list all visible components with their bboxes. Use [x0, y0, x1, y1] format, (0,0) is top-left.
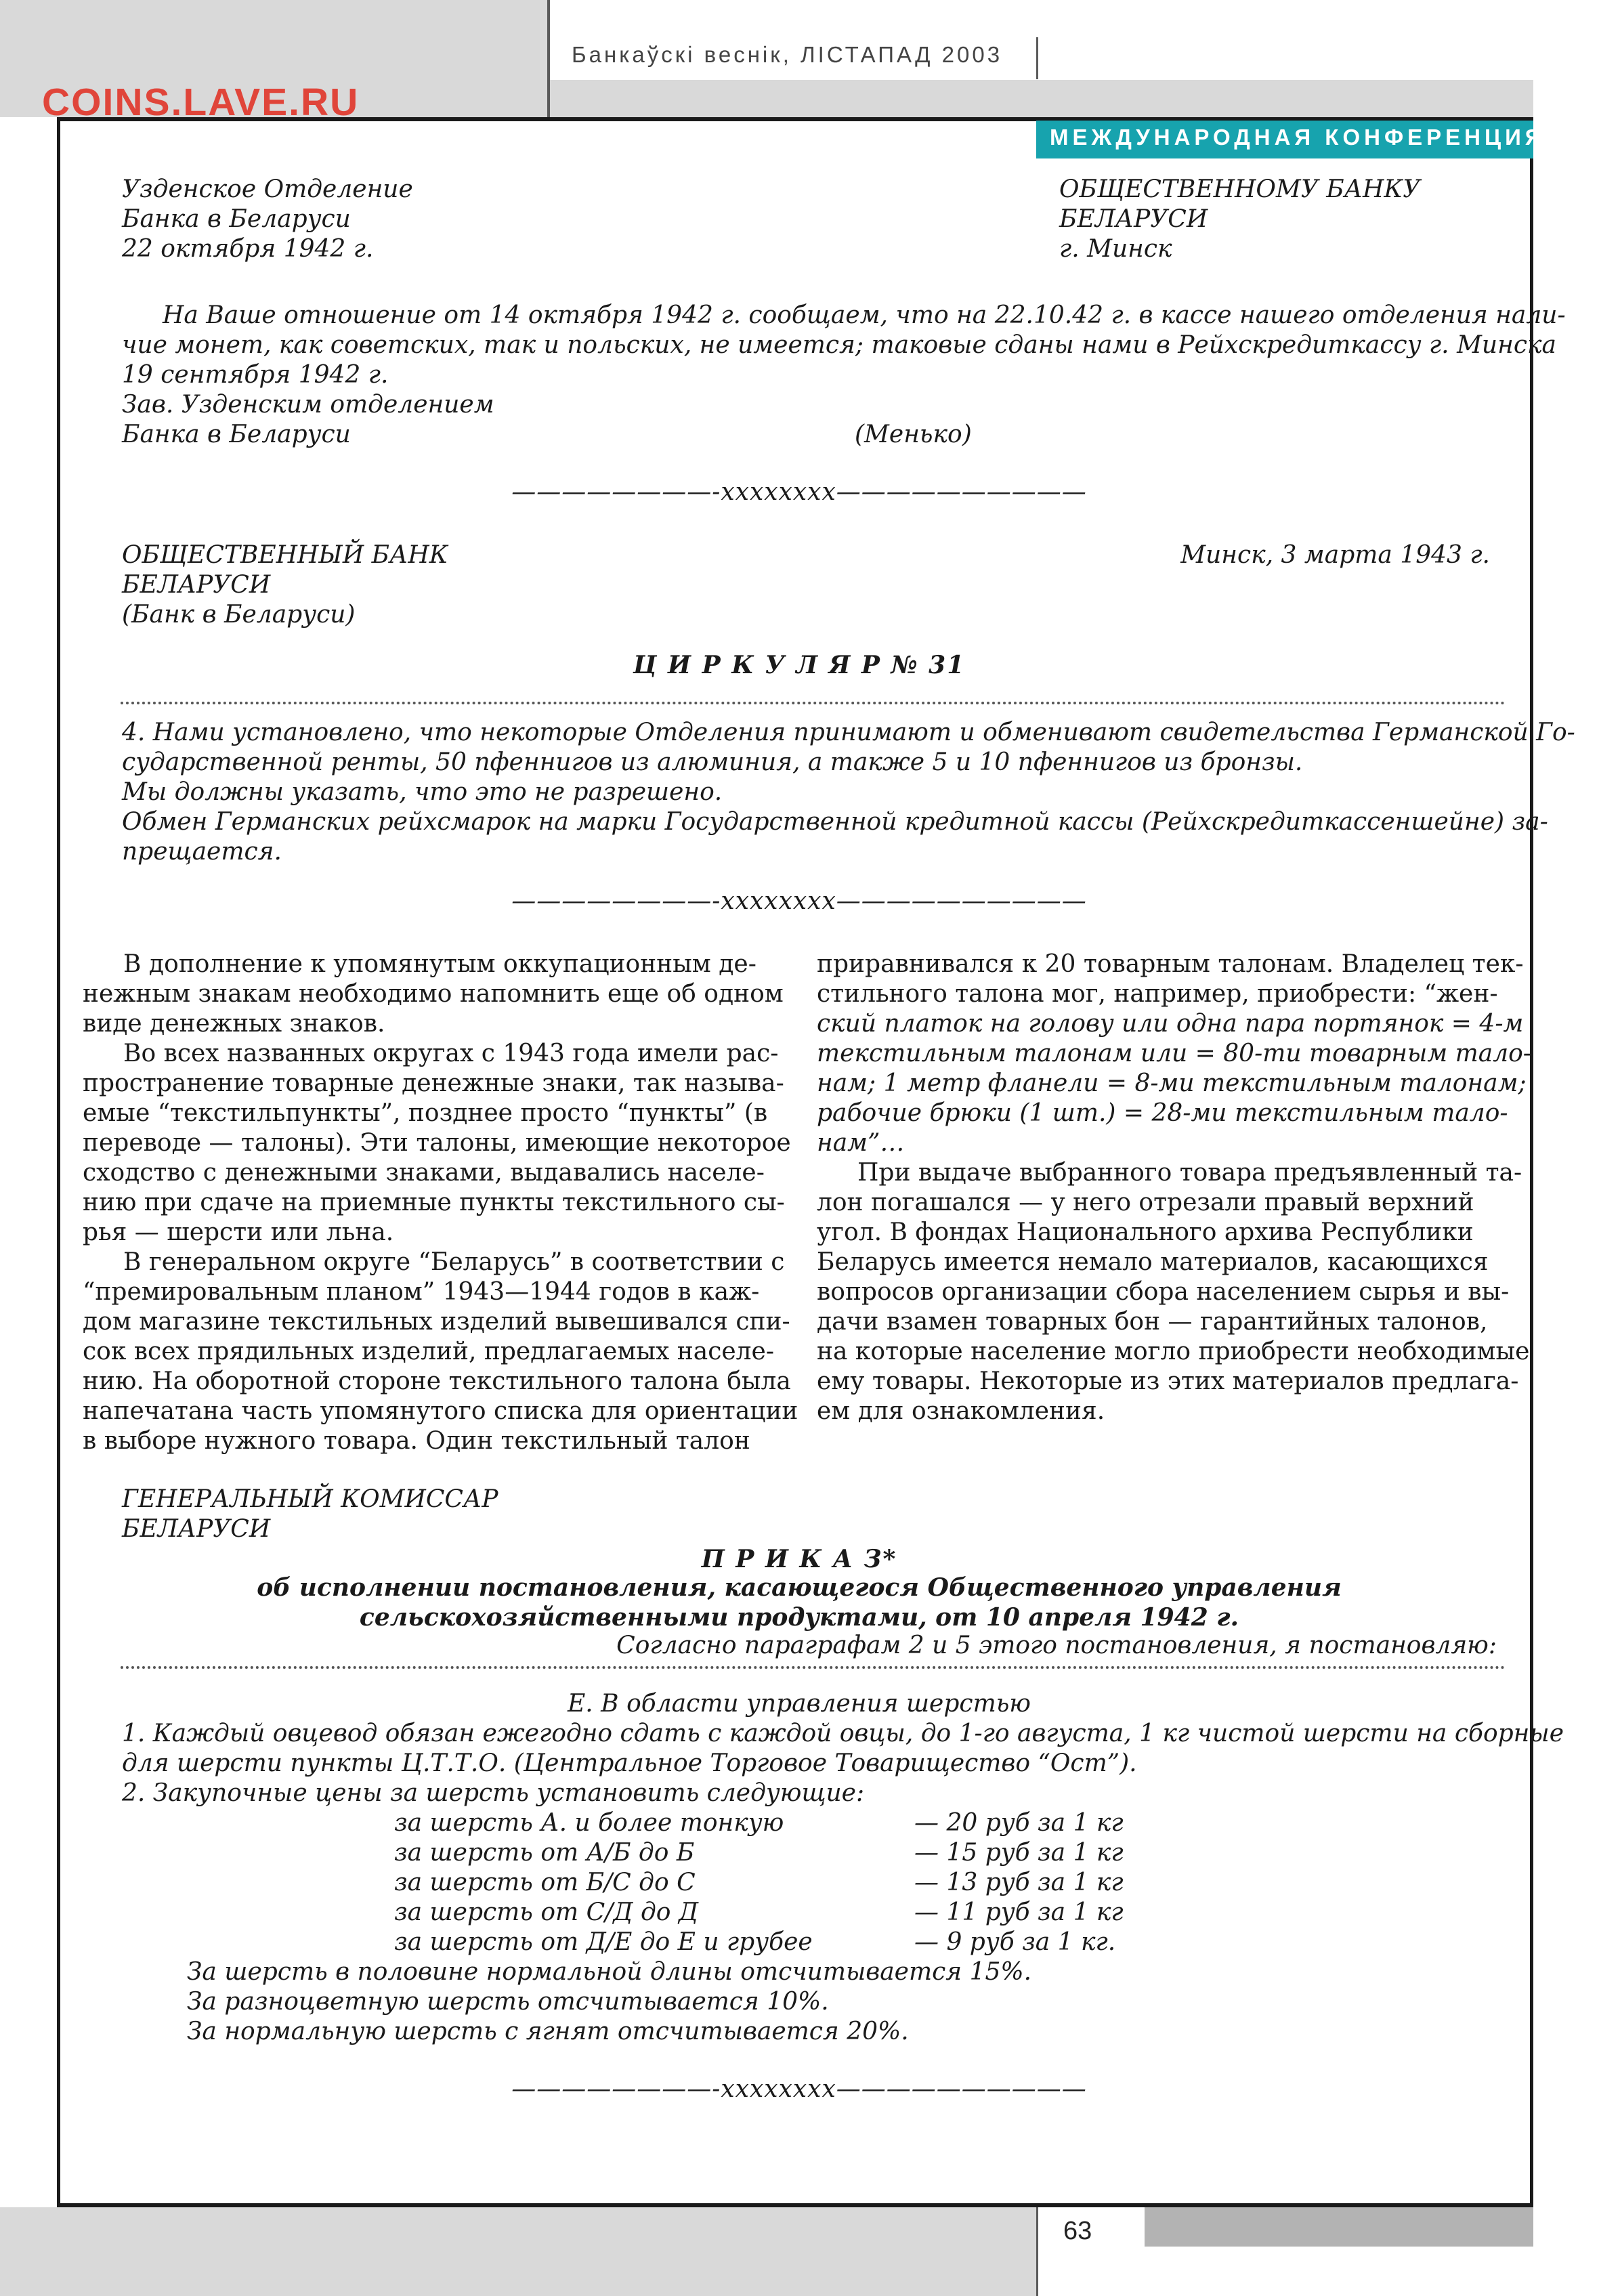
letter-signature: (Менько) — [855, 421, 972, 448]
letter-recipient-line: ОБЩЕСТВЕННОМУ БАНКУ — [1059, 175, 1421, 203]
article-line: на которые население могло приобрести необходимые — [817, 1338, 1530, 1365]
frame-right-rule — [1530, 158, 1533, 2207]
circular-issuer-line: БЕЛАРУСИ — [122, 571, 271, 599]
article-line: ему товары. Некоторые из этих материалов предлага- — [817, 1367, 1519, 1395]
order-text-line: для шерсти пункты Ц.Т.Т.О. (Центральное Торговое Товарищество “Ост”). — [122, 1749, 1137, 1777]
article-line: приравнивался к 20 товарным талонам. Владелец тек- — [817, 950, 1524, 978]
dotted-rule — [121, 695, 1506, 704]
article-line: лон погашался — у него отрезали правый верхний — [817, 1189, 1474, 1216]
letter-sign-line: Зав. Узденским отделением — [122, 391, 494, 419]
order-text-line: 1. Каждый овцевод обязан ежегодно сдать с каждой овцы, до 1-го августа, 1 кг чистой шерсти на сборные — [122, 1720, 1564, 1747]
separator: ————————-xxxxxxxx—————————— — [511, 478, 1087, 506]
circular-issuer-line: (Банк в Беларуси) — [122, 601, 356, 629]
letter-recipient-city: г. Минск — [1059, 235, 1172, 263]
article-line: вопросов организации сбора населением сырья и вы- — [817, 1278, 1510, 1306]
price-grade: за шерсть от А/Б до Б — [394, 1839, 695, 1867]
footer-gray-strip — [1145, 2207, 1533, 2247]
watermark-logo: COINS.LAVE.RU — [42, 81, 360, 124]
frame-left-rule — [57, 117, 60, 2207]
letter-body-line: На Ваше отношение от 14 октября 1942 г. сообщаем, что на 22.10.42 г. в кассе нашего отделения нали- — [163, 301, 1566, 329]
article-line: При выдаче выбранного товара предъявленный та- — [857, 1159, 1522, 1187]
article-line: напечатана часть упомянутого списка для ориентации — [83, 1397, 798, 1425]
article-quote-line: нам”… — [817, 1129, 905, 1157]
article-line: “премировальным планом” 1943—1944 годов в каж- — [83, 1278, 760, 1306]
article-line: Во всех названных округах с 1943 года имели рас- — [123, 1040, 779, 1067]
circular-issuer-line: ОБЩЕСТВЕННЫЙ БАНК — [122, 541, 448, 569]
article-line: рья — шерсти или льна. — [83, 1218, 394, 1246]
price-grade: за шерсть от С/Д до Д — [394, 1898, 699, 1926]
article-line: В генеральном округе “Беларусь” в соответствии с — [123, 1248, 785, 1276]
letter-sender-line: Узденское Отделение — [122, 175, 413, 203]
page-number: 63 — [1063, 2217, 1092, 2245]
circular-text-line: сударственной ренты, 50 пфеннигов из алюминия, а также 5 и 10 пфеннигов из бронзы. — [122, 748, 1303, 776]
order-note: За нормальную шерсть с ягнят отсчитывается 20%. — [187, 2018, 909, 2045]
order-issuer-line: БЕЛАРУСИ — [122, 1515, 271, 1543]
article-line: нежным знакам необходимо напомнить еще об одном — [83, 980, 784, 1008]
article-line: сходство с денежными знаками, выдавались населе- — [83, 1159, 765, 1187]
dotted-rule — [121, 1659, 1506, 1669]
price-value: — 15 руб за 1 кг — [914, 1839, 1124, 1867]
circular-text-line: прещается. — [122, 838, 282, 866]
circular-text-line: Обмен Германских рейхсмарок на марки Государственной кредитной кассы (Рейхскредиткассеншейне) за- — [122, 808, 1548, 836]
article-line: угол. В фондах Национального архива Республики — [817, 1218, 1474, 1246]
separator: ————————-xxxxxxxx—————————— — [511, 2075, 1087, 2103]
letter-body-line: чие монет, как советских, так и польских, не имеется; таковые сданы нами в Рейхскредиткассу г. Минска — [122, 331, 1556, 359]
order-issuer-line: ГЕНЕРАЛЬНЫЙ КОМИССАР — [122, 1485, 498, 1513]
header-divider — [547, 0, 550, 117]
order-note: За разноцветную шерсть отсчитывается 10%. — [187, 1988, 829, 2016]
footer-divider — [1036, 2207, 1038, 2296]
price-value: — 13 руб за 1 кг — [914, 1869, 1124, 1896]
order-title: П Р И К А З* — [701, 1545, 897, 1573]
price-grade: за шерсть от Б/С до С — [394, 1869, 696, 1896]
letter-recipient-line: БЕЛАРУСИ — [1059, 205, 1208, 233]
circular-text-line: Мы должны указать, что это не разрешено. — [122, 778, 723, 806]
section-title: МЕЖДУНАРОДНАЯ КОНФЕРЕНЦИЯ — [1050, 125, 1545, 150]
order-note: За шерсть в половине нормальной длины отсчитывается 15%. — [187, 1958, 1032, 1986]
header-gray-strip — [547, 80, 1533, 117]
article-line: сок всех прядильных изделий, предлагаемых населе- — [83, 1338, 775, 1365]
header-divider — [1036, 37, 1038, 79]
price-grade: за шерсть А. и более тонкую — [394, 1809, 784, 1837]
article-line: виде денежных знаков. — [83, 1010, 385, 1038]
article-line: стильного талона мог, например, приобрести: “жен- — [817, 980, 1498, 1008]
price-grade: за шерсть от Д/Е до Е и грубее — [394, 1928, 813, 1956]
order-section-heading: Е. В области управления шерстью — [568, 1690, 1031, 1718]
article-quote-line: ский платок на голову или одна пара портянок = 4-м — [817, 1010, 1524, 1038]
article-line: нию при сдаче на приемные пункты текстильного сы- — [83, 1189, 785, 1216]
price-value: — 9 руб за 1 кг. — [914, 1928, 1116, 1956]
article-line: В дополнение к упомянутым оккупационным де- — [123, 950, 756, 978]
article-line: нию. На оборотной стороне текстильного талона была — [83, 1367, 791, 1395]
letter-sender-line: Банка в Беларуси — [122, 205, 351, 233]
article-quote-line: нам; 1 метр фланели = 8-ми текстильным талонам; — [817, 1069, 1527, 1097]
letter-sender-date: 22 октября 1942 г. — [122, 235, 374, 263]
letter-sign-line: Банка в Беларуси — [122, 421, 351, 448]
article-line: ем для ознакомления. — [817, 1397, 1105, 1425]
order-subtitle-line: об исполнении постановления, касающегося Общественного управления — [257, 1573, 1342, 1602]
article-line: переводе — талоны). Эти талоны, имеющие некоторое — [83, 1129, 791, 1157]
journal-title: Банкаўскі веснік, ЛІСТАПАД 2003 — [572, 42, 1003, 67]
price-value: — 11 руб за 1 кг — [914, 1898, 1124, 1926]
circular-title: Ц И Р К У Л Я Р № 31 — [633, 651, 966, 679]
footer-gray-block — [0, 2207, 1036, 2296]
article-line: дом магазине текстильных изделий вывешивался спи- — [83, 1308, 790, 1336]
order-preamble: Согласно параграфам 2 и 5 этого постановления, я постановляю: — [616, 1632, 1497, 1659]
article-line: пространение товарные денежные знаки, так называ- — [83, 1069, 784, 1097]
article-line: емые “текстильпункты”, позднее просто “пункты” (в — [83, 1099, 768, 1127]
article-quote-line: текстильным талонам или = 80-ти товарным тало- — [817, 1040, 1531, 1067]
article-line: дачи взамен товарных бон — гарантийных талонов, — [817, 1308, 1488, 1336]
circular-place-date: Минск, 3 марта 1943 г. — [1180, 541, 1490, 569]
order-text-line: 2. Закупочные цены за шерсть установить следующие: — [122, 1779, 865, 1807]
article-line: Беларусь имеется немало материалов, касающихся — [817, 1248, 1489, 1276]
article-line: в выборе нужного товара. Один текстильный талон — [83, 1427, 750, 1455]
price-value: — 20 руб за 1 кг — [914, 1809, 1124, 1837]
article-quote-line: рабочие брюки (1 шт.) = 28-ми текстильным тало- — [817, 1099, 1508, 1127]
letter-body-line: 19 сентября 1942 г. — [122, 361, 389, 389]
separator: ————————-xxxxxxxx—————————— — [511, 887, 1087, 915]
circular-text-line: 4. Нами установлено, что некоторые Отделения принимают и обменивают свидетельства Германской Го- — [122, 719, 1575, 746]
order-subtitle-line: сельскохозяйственными продуктами, от 10 апреля 1942 г. — [359, 1603, 1239, 1632]
